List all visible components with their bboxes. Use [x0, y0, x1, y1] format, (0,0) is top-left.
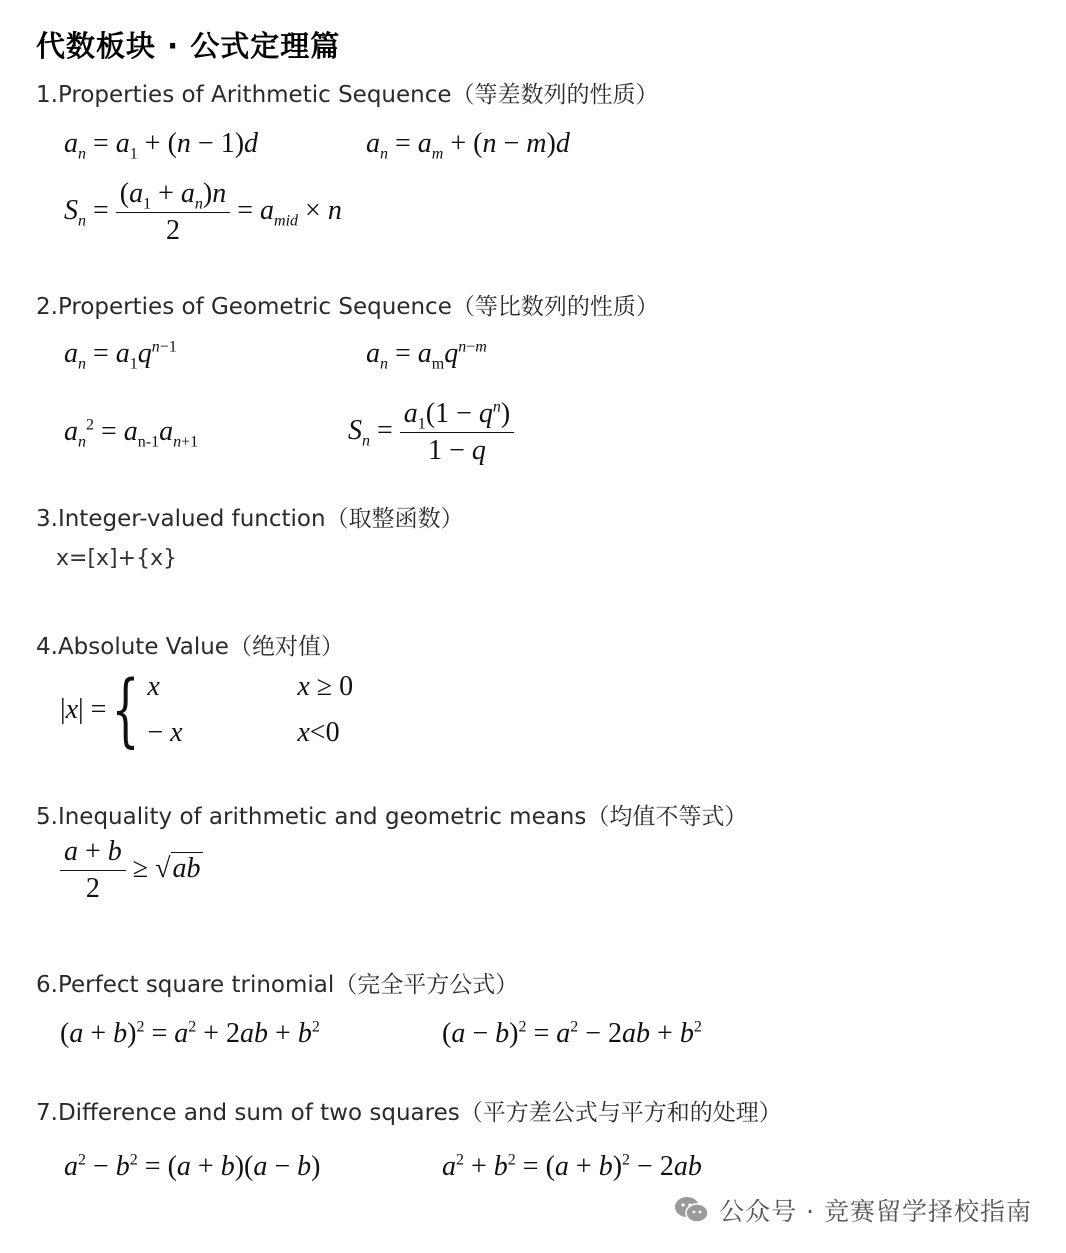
formula-arith-sum: $S_n$ = $\frac{(a_1 + a_n)n}{2}$ = $a_{mid} \times n$ [64, 178, 342, 246]
section-6-heading: 6.Perfect square trinomial（完全平方公式） [36, 972, 519, 998]
watermark [673, 1192, 1032, 1228]
page-title: 代数板块 · 公式定理篇 [36, 29, 341, 63]
formula-arith-nm-term: $a_n = a_m + (n - m)d$ [366, 128, 570, 163]
formula-arith-nth-term: $a_n = a_1 + (n - 1)d$ [64, 128, 259, 163]
formula-geo-mean-term: $a_n^2 = a_{n-1}a_{n+1}$ [64, 416, 199, 451]
section-5-heading: 5.Inequality of arithmetic and geometric means（均值不等式） [36, 804, 748, 830]
formula-geo-sum: $S_n$ = $\frac{a_1(1 - q^n)}{1 - q}$ [348, 400, 514, 465]
formula-am-gm: $\frac{a + b}{2}$ ≥ √ ab [60, 838, 203, 903]
formula-sum-of-squares: $a^2 + b^2 = (a + b)^2 - 2ab$ [442, 1151, 702, 1182]
formula-square-of-sum: $(a + b)^2 = a^2 + 2ab + b^2$ [60, 1018, 320, 1049]
formula-absolute-value: |x| = { x x ≥ 0 − x x<0 [60, 663, 354, 756]
section-2-heading: 2.Properties of Geometric Sequence（等比数列的性质） [36, 294, 659, 320]
formula-geo-nth-term: $a_n = a_1q^{n-1}$ [64, 338, 177, 373]
section-1-heading: 1.Properties of Arithmetic Sequence（等差数列的性质） [36, 82, 659, 108]
formula-difference-of-squares: $a^2 - b^2 = (a + b)(a - b)$ [64, 1151, 321, 1182]
section-7-heading: 7.Difference and sum of two squares（平方差公式与平方和的处理） [36, 1100, 782, 1126]
wechat-icon [673, 1195, 711, 1225]
formula-square-of-difference: $(a - b)^2 = a^2 - 2ab + b^2$ [442, 1018, 702, 1049]
formula-geo-nm-term: $a_n = a_mq^{n-m}$ [366, 338, 487, 373]
section-4-heading: 4.Absolute Value（绝对值） [36, 634, 344, 660]
section-3-heading: 3.Integer-valued function（取整函数） [36, 506, 464, 532]
formula-integer-part: x=[x]+{x} [56, 546, 178, 571]
watermark-text: 公众号 · 竞赛留学择校指南 [719, 1197, 1032, 1226]
